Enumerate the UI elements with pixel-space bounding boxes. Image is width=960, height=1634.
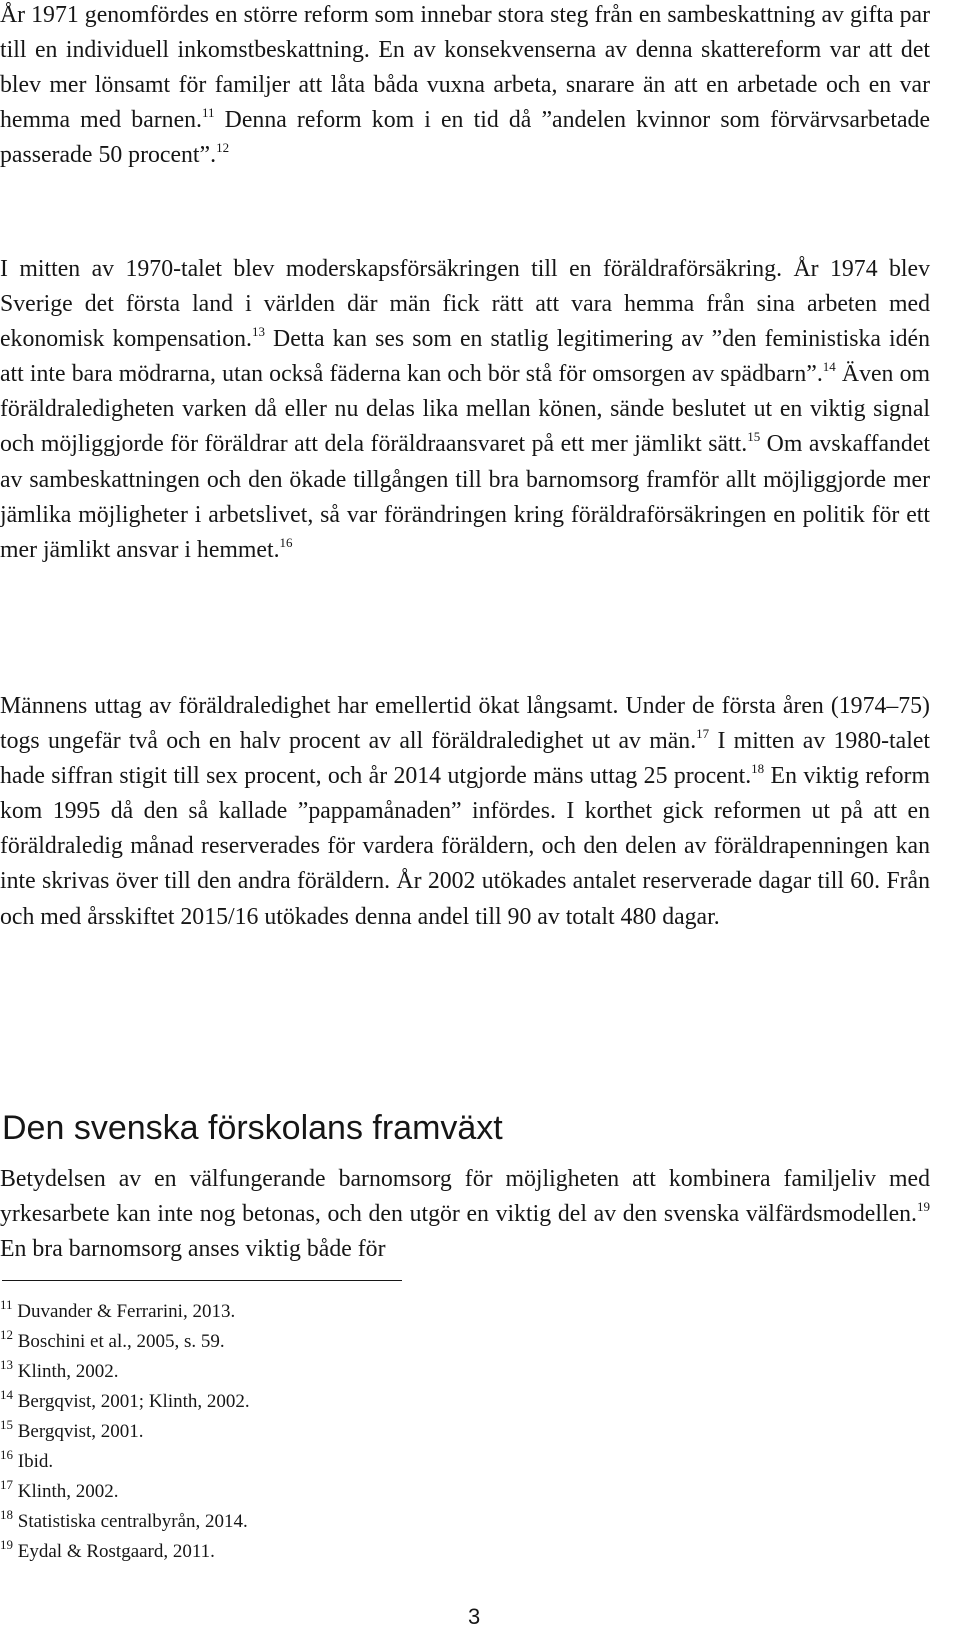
- footnote-ref[interactable]: 15: [747, 429, 761, 445]
- footnote-text: Bergqvist, 2001.: [17, 1421, 144, 1442]
- paragraph-parental-insurance: [0, 252, 930, 568]
- footnote-ref[interactable]: 14: [822, 359, 836, 375]
- footnote-number: 18: [0, 1507, 13, 1522]
- footnote-number: 17: [0, 1477, 13, 1492]
- footnote-item: [0, 1417, 930, 1447]
- footnote-text: Ibid.: [17, 1451, 54, 1472]
- text-segment: År 1971 genomfördes en större reform som innebar stora steg från en sambeskattning av gifta par till en individuell inkomstbeskattning. En av konsekvenserna av denna skattereform var att det blev mer lönsamt för familjer att låta båda vuxna arbeta, snarare än att en arbetade och en var hemma med barnen.: [0, 2, 930, 134]
- text-segment: Betydelsen av en välfungerande barnomsorg för möjligheten att kombinera familjeliv med yrkesarbete kan inte nog betonas, och den utgör en viktig del av den svenska välfärdsmodellen.: [0, 1166, 930, 1228]
- footnote-item: [0, 1477, 930, 1507]
- footnote-number: 13: [0, 1357, 13, 1372]
- text-segment: Även om föräldraledigheten varken då eller nu delas lika mellan könen, sände beslutet ut en viktig signal och möjliggjorde för föräldrar att dela föräldraansvaret på ett mer jämlikt sätt.: [0, 361, 930, 458]
- footnote-text: Bergqvist, 2001; Klinth, 2002.: [17, 1391, 250, 1412]
- footnote-ref[interactable]: 19: [917, 1199, 930, 1215]
- footnote-item: [0, 1327, 930, 1357]
- text-segment: I mitten av 1980-talet hade siffran stigit till sex procent, och år 2014 utgjorde mäns uttag 25 procent.: [0, 728, 931, 790]
- text-segment: En viktig reform kom 1995 då den så kallade ”pappamånaden” infördes. I korthet gick reformen ut på att en föräldraledig månad reserverades för vardera föräldern, och den delen av föräldrapenningen kan inte skrivas över till den andra föräldern. År 2002 utökades antalet reserverade dagar till 60. Från och med årsskiftet 2015/16 utökades denna andel till 90 av totalt 480 dagar.: [0, 763, 930, 930]
- footnote-item: [0, 1387, 930, 1417]
- footnote-text: Klinth, 2002.: [17, 1361, 119, 1382]
- footnote-number: 14: [0, 1387, 13, 1402]
- footnote-item: [0, 1507, 930, 1537]
- footnote-ref[interactable]: 17: [696, 726, 710, 742]
- footnote-item: [0, 1537, 930, 1567]
- footnote-item: [0, 1357, 930, 1387]
- footnote-list: [0, 1297, 930, 1567]
- footnote-divider: [2, 1280, 402, 1281]
- footnote-ref[interactable]: 13: [251, 324, 265, 340]
- footnote-text: Statistiska centralbyrån, 2014.: [17, 1511, 248, 1532]
- footnote-item: [0, 1447, 930, 1477]
- footnote-number: 12: [0, 1327, 13, 1342]
- footnote-number: 16: [0, 1447, 13, 1462]
- footnote-ref[interactable]: 18: [751, 761, 765, 777]
- paragraph-childcare: [0, 1162, 930, 1267]
- footnote-ref[interactable]: 16: [279, 534, 293, 550]
- footnote-text: Boschini et al., 2005, s. 59.: [17, 1331, 225, 1352]
- footnote-ref[interactable]: 11: [202, 105, 215, 121]
- footnote-item: [0, 1297, 930, 1327]
- footnote-text: Eydal & Rostgaard, 2011.: [17, 1541, 215, 1562]
- text-segment: Om avskaffandet av sambeskattningen och den ökade tillgången till bra barnomsorg framför allt möjliggjorde mer jämlika möjligheter i arbetslivet, så var förändringen kring föräldraförsäkringen en politik för ett mer jämlikt ansvar i hemmet.: [0, 431, 930, 563]
- text-segment: En bra barnomsorg anses viktig både för: [0, 1236, 386, 1263]
- paragraph-tax-reform: [0, 0, 930, 173]
- text-segment: Detta kan ses som en statlig legitimering av ”den feministiska idén att inte bara mödrarna, utan också fäderna kan och bör stå för omsorgen av spädbarn”.: [0, 326, 930, 388]
- footnote-number: 15: [0, 1417, 13, 1432]
- paragraph-fathers-leave: [0, 689, 930, 935]
- footnote-ref[interactable]: 12: [216, 140, 230, 156]
- footnote-number: 19: [0, 1537, 13, 1552]
- text-segment: Männens uttag av föräldraledighet har emellertid ökat långsamt. Under de första åren (1974–75) togs ungefär två och en halv procent av all föräldraledighet ut av män.: [0, 693, 930, 755]
- footnote-text: Duvander & Ferrarini, 2013.: [17, 1301, 236, 1322]
- page-number: 3: [468, 1604, 481, 1629]
- section-heading: Den svenska förskolans framväxt: [2, 1109, 503, 1147]
- footnote-text: Klinth, 2002.: [17, 1481, 119, 1502]
- footnote-number: 11: [0, 1297, 13, 1312]
- text-segment: I mitten av 1970-talet blev moderskapsförsäkringen till en föräldraförsäkring. År 1974 blev Sverige det första land i världen där män fick rätt att vara hemma från sina arbeten med ekonomisk kompensation.: [0, 256, 930, 353]
- text-segment: Denna reform kom i en tid då ”andelen kvinnor som förvärvsarbetade passerade 50 procent”.: [0, 107, 931, 169]
